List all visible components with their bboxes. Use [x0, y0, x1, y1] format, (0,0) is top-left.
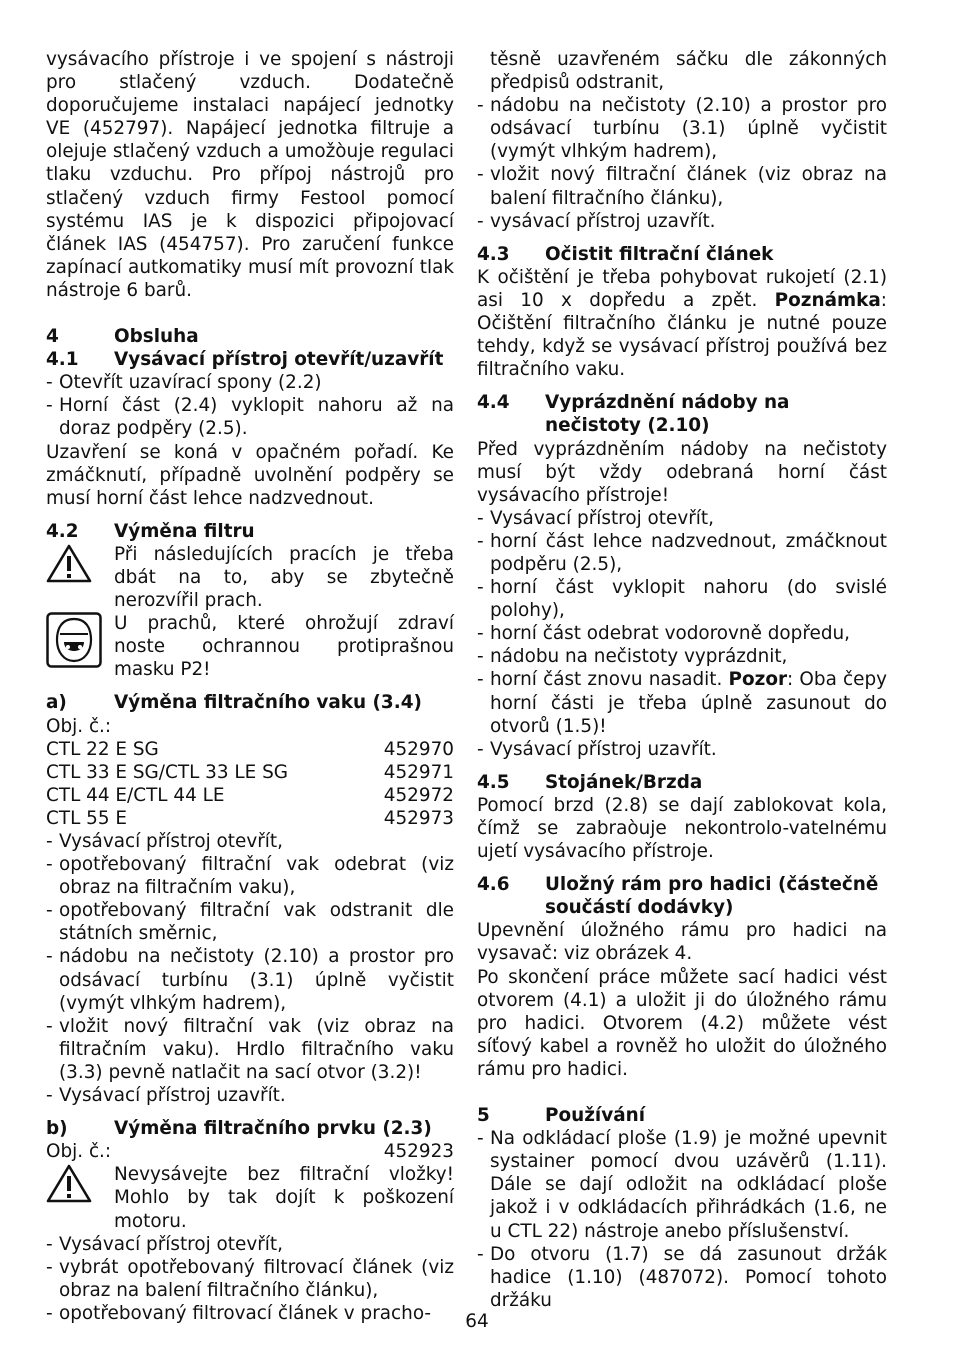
list-item: - vložit nový filtrační článek (viz obraz na balení filtračního článku),	[477, 164, 887, 209]
continued-item: těsně uzavřeném sáčku dle zákonných předpisů odstranit,	[490, 49, 887, 94]
paragraph: Pomocí brzd (2.8) se dají zablokovat kola, čímž se zabraòuje nekontrolo-vatelnému ujetí vysávacího přístroje.	[477, 794, 887, 863]
section-heading-b: b) Výměna filtračního prvku (2.3)	[46, 1118, 432, 1140]
section-heading-4-6: 4.6 Uložný rám pro hadici (částečně součástí dodávky)	[477, 874, 879, 919]
paragraph: K očištění je třeba pohybovat rukojetí (2.1) asi 10 x dopředu a zpět. Poznámka: Očištění filtračního článku je nutné pouze tehdy, když se vysávací přístroj používá bez filtračního vaku.	[477, 266, 887, 381]
section-heading-4-2: 4.2 Výměna filtru	[46, 520, 255, 542]
table-row: CTL 55 E 452973	[46, 807, 454, 829]
order-table	[46, 738, 454, 830]
emptying-steps	[477, 507, 887, 669]
list-item: - Vysávací přístroj uzavřít.	[477, 738, 717, 760]
filter-element-steps-continued	[477, 94, 887, 233]
list-item: - nádobu na nečistoty (2.10) a prostor pro odsávací turbínu (3.1) úplně vyčistit (vymýt vlhkým hadrem),	[46, 946, 454, 1014]
section-heading-4: 4 Obsluha	[46, 326, 199, 348]
list-item: - vybrát opotřebovaný filtrovací článek (viz obraz na balení filtračního článku),	[46, 1256, 454, 1301]
list-item: - Vysávací přístroj otevřít,	[46, 831, 283, 852]
list-item: - Vysávací přístroj uzavřít.	[46, 1085, 286, 1107]
section-heading-5: 5 Používání	[477, 1105, 646, 1127]
paragraph: Před vyprázdněním nádoby na nečistoty musí být vždy odebraná horní část vysávacího přístroje!	[477, 438, 887, 506]
order-number-label: Obj. č.:	[46, 715, 112, 737]
section-heading-4-4: 4.4 Vyprázdnění nádoby na nečistoty (2.10)	[477, 392, 790, 437]
list-item: - nádobu na nečistoty vyprázdnit,	[477, 646, 788, 668]
list-item: - horní část odebrat vodorovně dopředu,	[477, 623, 850, 645]
list-item: - opotřebovaný filtrační vak odstranit dle státních směrnic,	[46, 900, 454, 945]
warning-triangle-icon	[46, 1163, 114, 1232]
page-number: 64	[465, 1311, 489, 1332]
table-row: CTL 22 E SG 452970	[46, 738, 454, 760]
list-item: - opotřebovaný filtrační vak odebrat (viz obraz na filtračním vaku),	[46, 854, 454, 899]
paragraph: Po skončení práce můžete sací hadici vést otvorem (4.1) a uložit ji do úložného rámu pro hadici. Otvorem (4.2) můžete vést síťový kabel a rovněž ho uložit do úložného rámu pro hadici.	[477, 966, 887, 1080]
paragraph: Uzavření se koná v opačném pořadí. Ke zmáčknutí, případně uvolnění podpěry se musí horní část lehce nadzvednout.	[46, 441, 454, 509]
list-item: - vložit nový filtrační vak (viz obraz na filtračním vaku). Hrdlo filtračního vaku (3.3) pevně natlačit na sací otvor (3.2)!	[46, 1015, 454, 1083]
table-row: CTL 44 E/CTL 44 LE 452972	[46, 784, 454, 806]
list-item: - Do otvoru (1.7) se dá zasunout držák hadice (1.10) (487072). Pomocí tohoto držáku	[477, 1243, 887, 1311]
section-heading-4-3: 4.3 Očistit filtrační článek	[477, 243, 774, 265]
list-item: - opotřebovaný filtrovací článek v pracho-	[46, 1302, 432, 1324]
dust-mask-icon	[46, 612, 114, 681]
paragraph: Upevnění úložného rámu pro hadici na vysavač: viz obrázek 4.	[477, 920, 887, 965]
list-item: - horní část lehce nadzvednout, zmáčknout podpěru (2.5),	[477, 530, 887, 575]
usage-items	[477, 1127, 887, 1312]
list-item: - Otevřít uzavírací spony (2.2)	[46, 372, 322, 394]
list-item: - Vysávací přístroj otevřít,	[46, 1233, 283, 1255]
list-item: - Vysávací přístroj otevřít,	[477, 507, 714, 529]
list-item: - vysávací přístroj uzavřít.	[477, 210, 716, 232]
table-row: CTL 33 E SG/CTL 33 LE SG 452971	[46, 761, 454, 783]
list-item: - horní část vyklopit nahoru (do svislé polohy),	[477, 577, 887, 622]
mask-note: U prachů, které ohrožují zdraví noste ochrannou protiprašnou masku P2!	[46, 612, 454, 681]
section-heading-a: a) Výměna filtračního vaku (3.4)	[46, 692, 422, 714]
filter-bag-steps	[46, 830, 454, 1107]
order-row: Obj. č.: 452923	[46, 1141, 454, 1163]
list-item: - nádobu na nečistoty (2.10) a prostor pro odsávací turbínu (3.1) úplně vyčistit (vymýt vlhkým hadrem),	[477, 95, 887, 163]
warning-note: Nevysávejte bez filtrační vložky! Mohlo by tak dojít k poškození motoru.	[46, 1163, 454, 1232]
list-item: - Horní část (2.4) vyklopit nahoru až na doraz podpěry (2.5).	[46, 395, 454, 440]
section-heading-4-5: 4.5 Stojánek/Brzda	[477, 771, 703, 793]
warning-triangle-icon	[46, 543, 114, 612]
list-item: - Na odkládací ploše (1.9) je možné upevnit systainer pomocí dvou uzávěrů (1.11). Dále se dají odložit na odkládací ploše jakož i v odkládacích přihrádkách (1.6, ne u CTL 22) nástroje anebo příslušenství.	[477, 1128, 887, 1242]
intro-paragraph: vysávacího přístroje i ve spojení s nástroji pro stlačený vzduch. Dodatečně doporučujeme instalaci napájecí jednotky VE (452797). Napájecí jednotka filtruje a olejuje stlačený vzduch a umožòuje regulaci tlaku vzduchu. Pro přípoj nástrojů pro stlačený vzduch firmy Festool pomocí systému IAS je k dispozici připojovací článek IAS (454757). Pro zaručení funkce zapínací autkomatiky musí mít provozní tlak nástroje 6 barů.	[46, 49, 454, 301]
right-column	[477, 48, 887, 1312]
list-item: - horní část znovu nasadit. Pozor: Oba čepy horní části je třeba úplně zasunout do otvorů (1.5)!	[477, 669, 887, 737]
left-column	[46, 48, 454, 1325]
section-heading-4-1: 4.1 Vysávací přístroj otevřít/uzavřít	[46, 349, 444, 371]
warning-note: Při následujících pracích je třeba dbát na to, aby se zbytečně nerozvířil prach.	[46, 543, 454, 612]
